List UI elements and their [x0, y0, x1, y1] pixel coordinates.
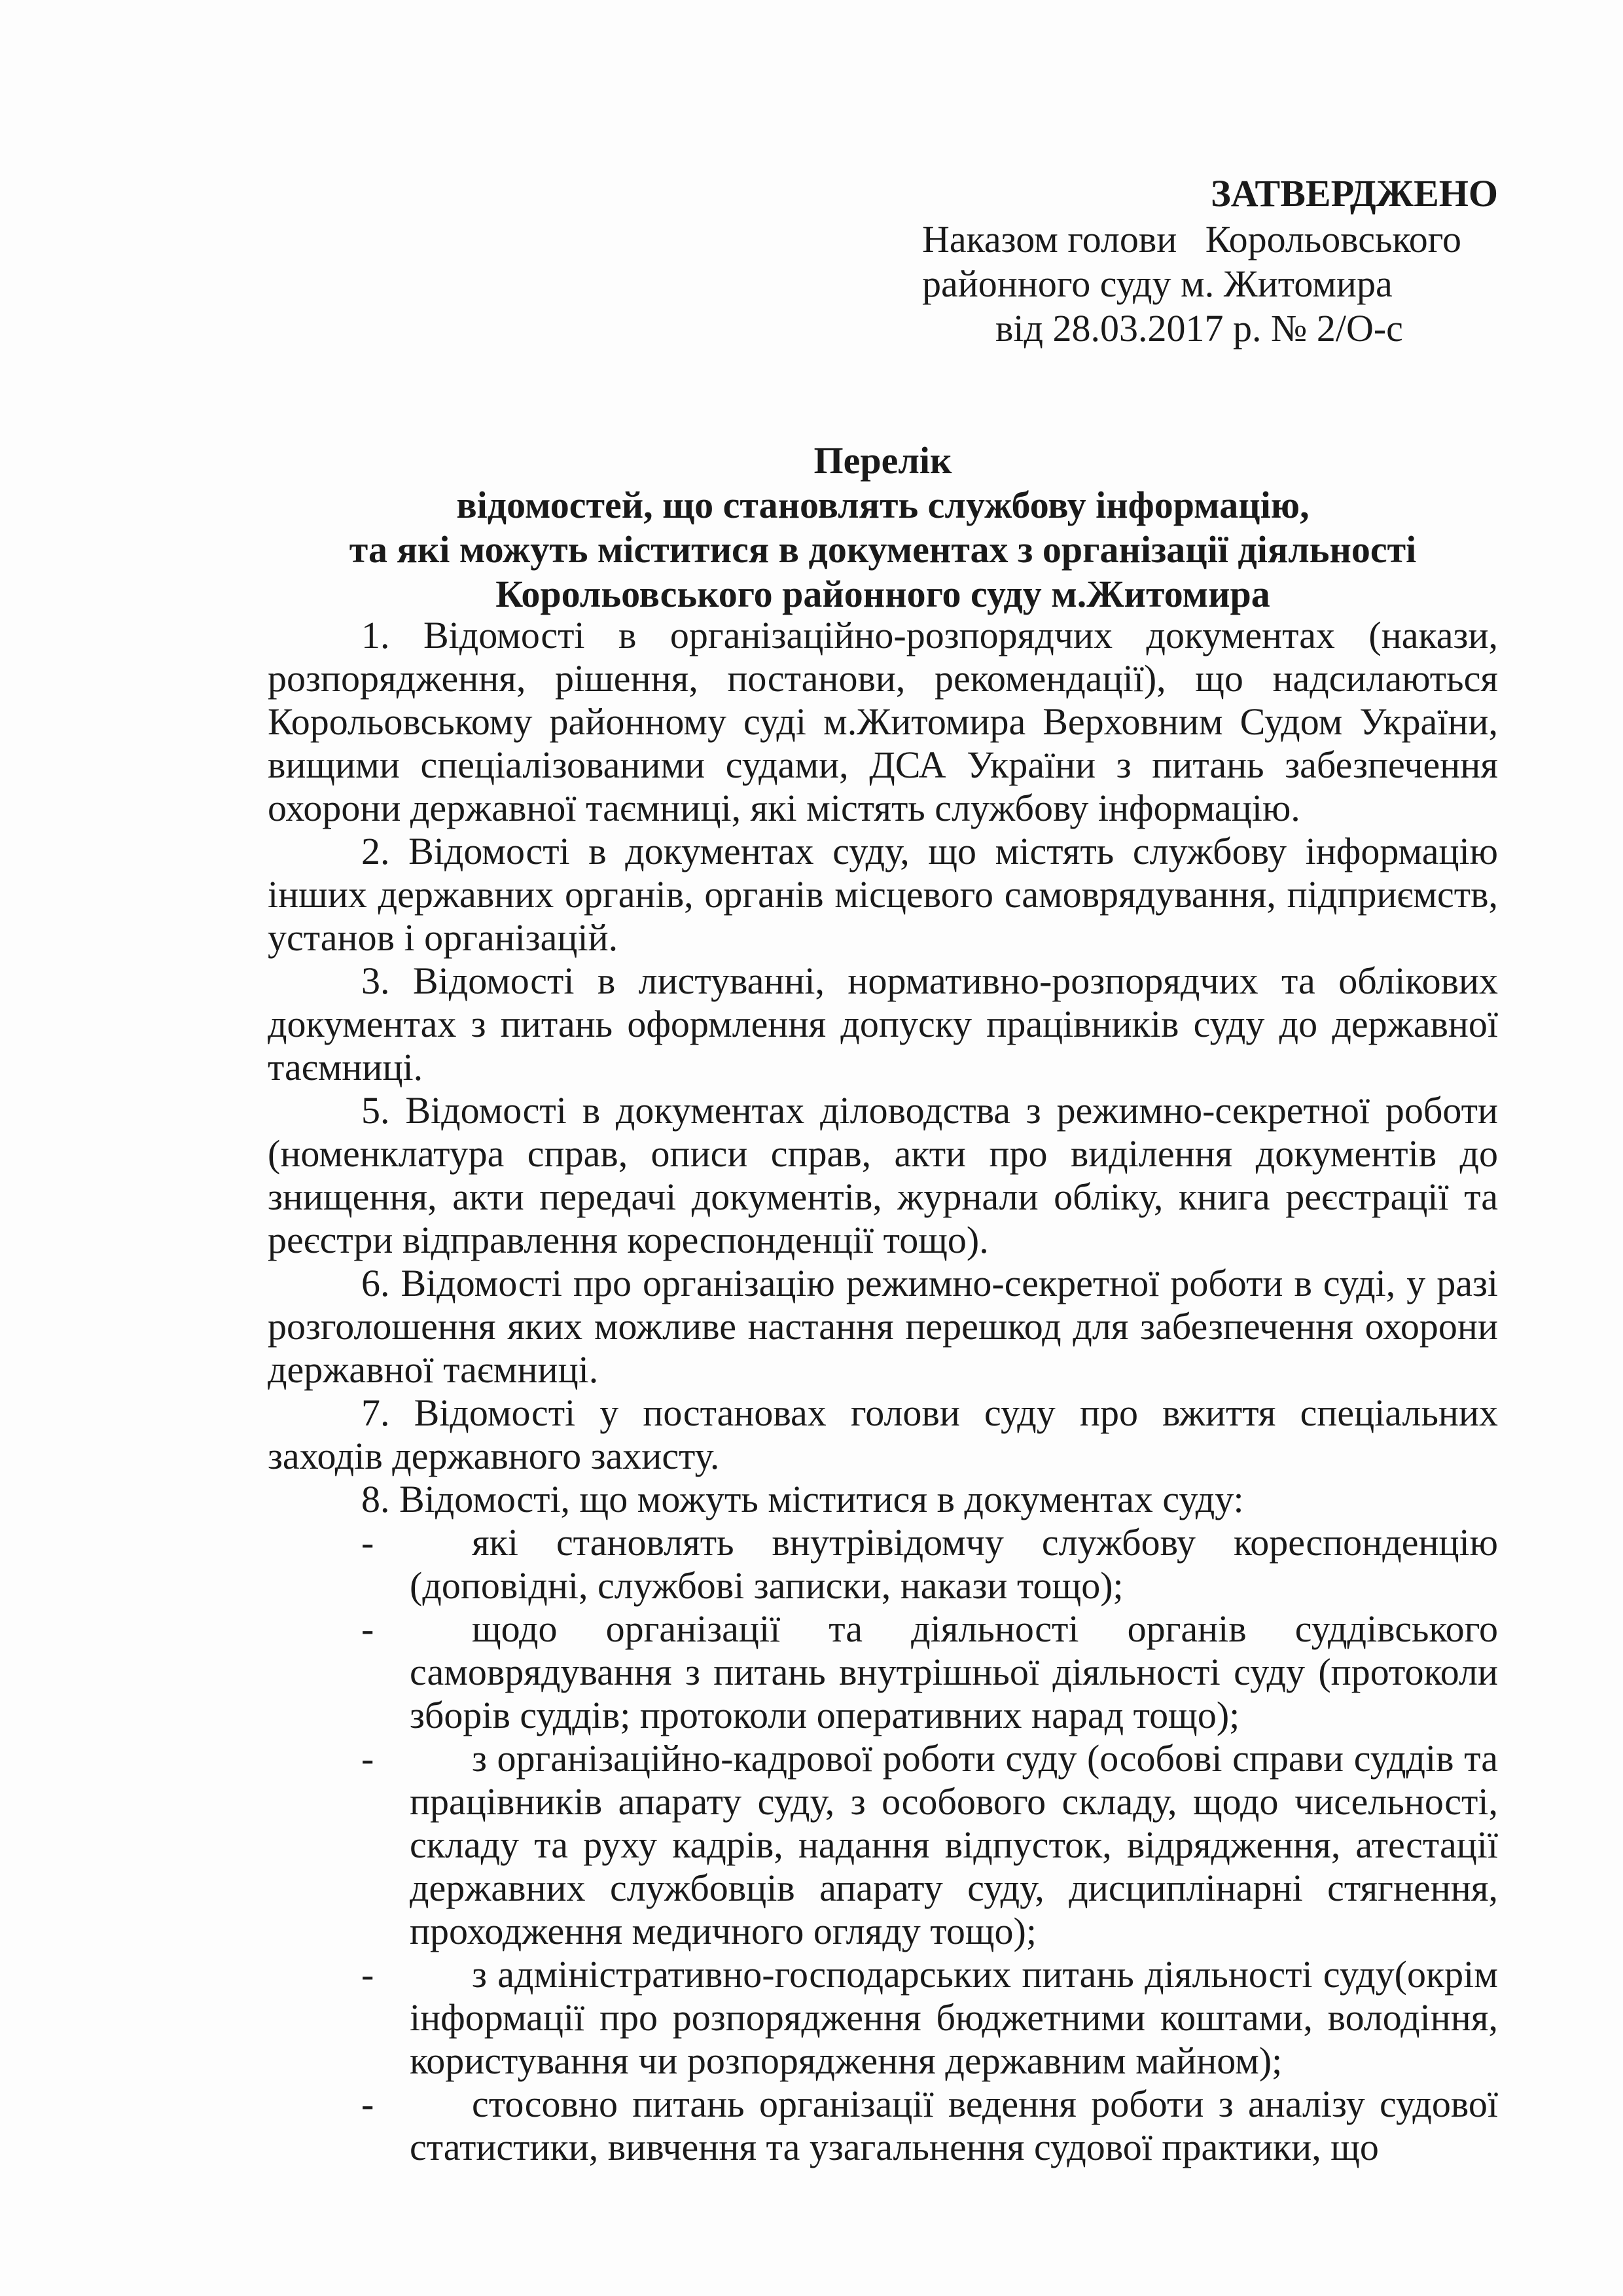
bullet-item: [268, 1737, 1498, 1953]
approval-block: [922, 171, 1511, 351]
title-line: та які можуть міститися в документах з організації діяльності: [349, 528, 1417, 571]
bullet-item: [268, 2083, 1498, 2169]
list-item: 2. Відомості в документах суду, що містять службову інформацію інших державних органів, органів місцевого самоврядування, підприємств, установ і організацій.: [268, 830, 1498, 959]
bullet-item: [268, 1607, 1498, 1737]
bullet-text: щодо організації та діяльності органів суддівського самоврядування з питань внутрішньої діяльності суду (протоколи зборів суддів; протоколи оперативних нарад тощо);: [410, 1607, 1498, 1736]
list-item: 6. Відомості про організацію режимно-секретної роботи в суді, у разі розголошення яких можливе настання перешкод для забезпечення охорони державної таємниці.: [268, 1262, 1498, 1391]
document-body: [268, 614, 1498, 2169]
bullet-dash: -: [361, 1737, 374, 1780]
approval-heading: ЗАТВЕРДЖЕНО: [1211, 172, 1498, 215]
title-line: Корольовського районного суду м.Житомира: [495, 573, 1270, 615]
list-item: 5. Відомості в документах діловодства з режимно-секретної роботи (номенклатура справ, описи справ, акти про виділення документів до знищення, акти передачі документів, журнали обліку, книга реєстрації та реєстри відправлення кореспонденції тощо).: [268, 1089, 1498, 1261]
list-item: 8. Відомості, що можуть міститися в документах суду:: [361, 1478, 1244, 1520]
bullet-text: з адміністративно-господарських питань діяльності суду(окрім інформації про розпорядження бюджетними коштами, володіння, користування чи розпорядження державним майном);: [410, 1953, 1498, 2082]
bullet-text: з організаційно-кадрової роботи суду (особові справи суддів та працівників апарату суду, з особового складу, щодо чисельності, складу та руху кадрів, надання відпусток, відрядження, атестації державних службовців апарату суду, дисциплінарні стягнення, проходження медичного огляду тощо);: [410, 1737, 1498, 1952]
bullet-text: які становлять внутрівідомчу службову кореспонденцію (доповідні, службові записки, накази тощо);: [410, 1521, 1498, 1607]
bullet-dash: -: [361, 2083, 374, 2125]
bullet-text: стосовно питань організації ведення роботи з аналізу судової статистики, вивчення та узагальнення судової практики, що: [410, 2083, 1498, 2168]
list-item: 1. Відомості в організаційно-розпорядчих документах (накази, розпорядження, рішення, постанови, рекомендації), що надсилаються Корольовському районному суді м.Житомира Верховним Судом України, вищими спеціалізованими судами, ДСА України з питань забезпечення охорони державної таємниці, які містять службову інформацію.: [268, 614, 1498, 829]
bullet-dash: -: [361, 1607, 374, 1650]
approval-line: від 28.03.2017 р. № 2/О-с: [995, 307, 1403, 350]
bullet-item: [268, 1953, 1498, 2083]
approval-line: районного суду м. Житомира: [922, 262, 1393, 305]
bullet-dash: -: [361, 1953, 374, 1996]
list-item: 7. Відомості у постановах голови суду про вжиття спеціальних заходів державного захисту.: [268, 1391, 1498, 1477]
bullet-dash: -: [361, 1521, 374, 1564]
approval-line: Наказом голови Корольовського: [922, 218, 1462, 260]
title-line: відомостей, що становлять службову інформацію,: [456, 484, 1310, 526]
title-line: Перелік: [813, 439, 952, 482]
list-item: 3. Відомості в листуванні, нормативно-розпорядчих та облікових документах з питань оформлення допуску працівників суду до державної таємниці.: [268, 960, 1498, 1088]
bullet-item: [268, 1521, 1498, 1607]
document-title: [268, 439, 1498, 617]
